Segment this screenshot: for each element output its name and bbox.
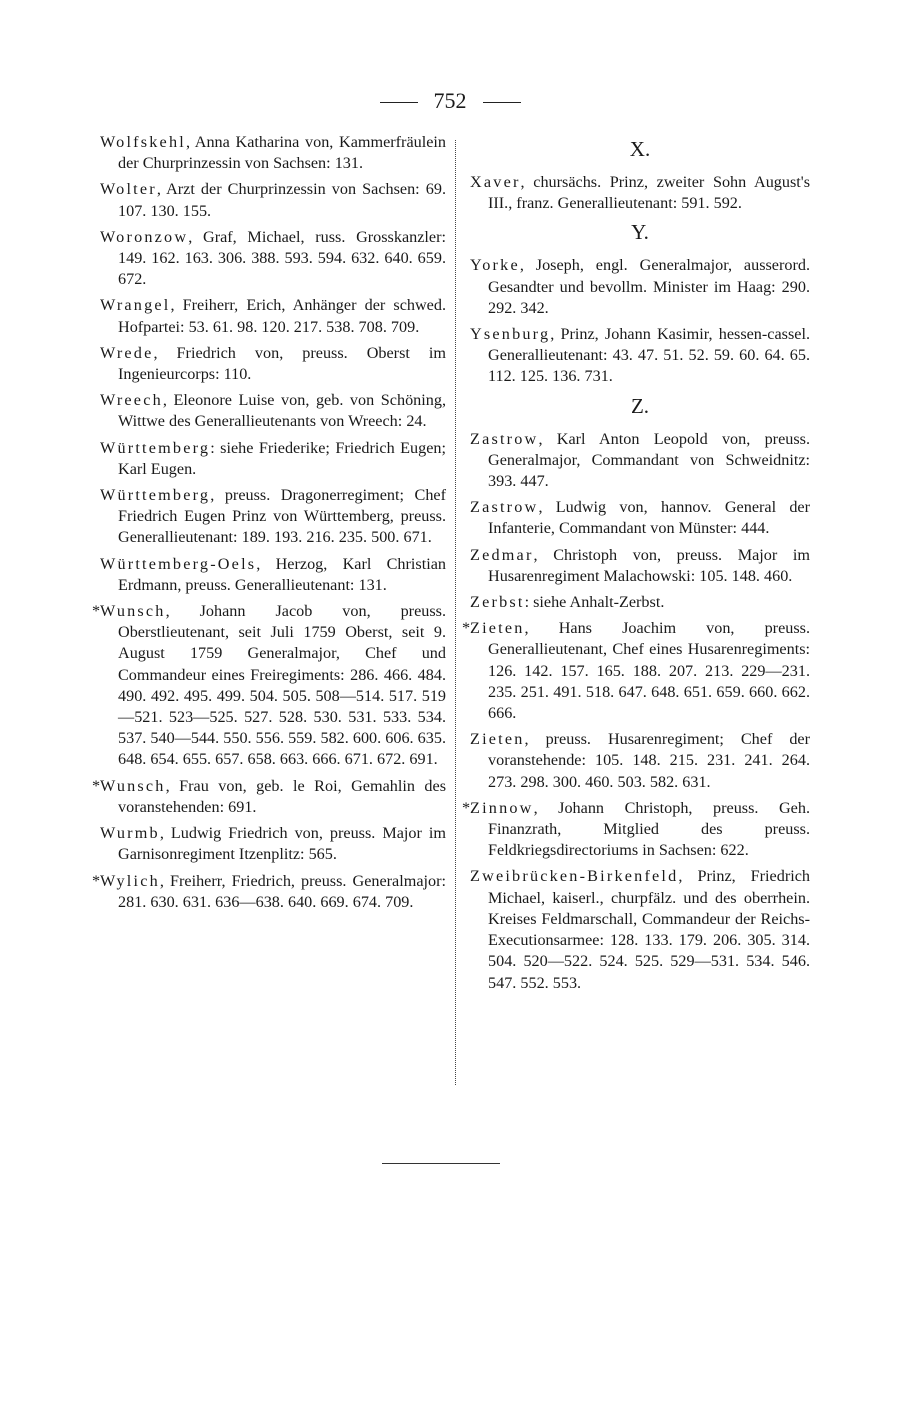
entry-marker: *	[462, 798, 471, 817]
entry-headword: Wunsch	[100, 776, 166, 795]
entry-text: : siehe Friederike; Friedrich Eugen; Karl Eugen.	[118, 438, 446, 478]
index-entry	[100, 227, 446, 291]
entry-text: , Christoph von, preuss. Major im Husarenregiment Malachowski: 105. 148. 460.	[488, 545, 810, 585]
page-header	[0, 88, 900, 114]
index-entry	[462, 798, 810, 862]
index-entry	[100, 438, 446, 480]
index-entry	[100, 485, 446, 549]
entry-text: , Herzog, Karl Christian Erdmann, preuss. Generallieutenant: 131.	[118, 554, 446, 594]
right-column	[462, 132, 810, 999]
entry-text: , Friedrich von, preuss. Oberst im Ingenieurcorps: 110.	[118, 343, 446, 384]
entry-text: , Ludwig von, hannov. General der Infanterie, Commandant von Münster: 444.	[488, 498, 810, 538]
entry-headword: Zinnow	[470, 798, 534, 817]
index-entry	[100, 823, 446, 865]
index-entry	[92, 776, 446, 818]
left-column	[92, 132, 446, 918]
entry-marker: *	[92, 871, 101, 890]
entry-text: , Freiherr, Erich, Anhänger der schwed. Hofpartei: 53. 61. 98. 120. 217. 538. 708. 709.	[118, 296, 446, 336]
entry-text: , Johann Jacob von, preuss. Oberstlieutenant, seit Juli 1759 Oberst, seit 9. August 1759 Generalmajor, Chef und Commandeur eines Freiregiments: 286. 466. 484. 490. 492. 495. 499. 504. 505. 508—514. 517. 519—521. 523—525. 527. 528. 530. 531. 533. 534. 537. 540—544. 550. 556. 559. 582. 600. 606. 635. 648. 654. 655. 657. 658. 663. 666. 671. 672. 691.	[118, 602, 446, 769]
entry-text: , Hans Joachim von, preuss. Generallieutenant, Chef eines Husarenregiments: 126. 142. 157. 165. 188. 207. 213. 229—231. 235. 251. 491. 518. 647. 648. 651. 659. 660. 662. 666.	[488, 619, 810, 723]
header-rule-left	[380, 102, 418, 103]
entry-text: , Karl Anton Leopold von, preuss. Generalmajor, Commandant von Schweidnitz: 393. 447.	[488, 429, 810, 491]
end-rule	[382, 1163, 500, 1164]
header-rule-right	[483, 102, 521, 103]
index-entry	[470, 729, 810, 793]
entry-headword: Wurmb	[100, 824, 160, 843]
index-entry	[470, 866, 810, 993]
entry-headword: Ysenburg	[470, 325, 551, 344]
index-entry	[92, 601, 446, 771]
section-letter-z: Z.	[630, 393, 650, 418]
entry-headword: Zweibrücken-Birkenfeld	[470, 867, 679, 886]
entry-text: , Prinz, Friedrich Michael, kaiserl., churpfälz. und des oberrhein. Kreises Feldmarschall, Commandeur der Reichs-Executionsarmee: 128. 133. 179. 206. 305. 314. 504. 520—522. 524. 525. 529—531. 534. 546. 547. 552. 553.	[488, 867, 810, 992]
entry-headword: Württemberg-Oels	[100, 554, 257, 573]
entry-headword: Woronzow	[100, 227, 189, 246]
entry-headword: Wrangel	[100, 296, 171, 315]
entry-text: , Prinz, Johann Kasimir, hessen-cassel. Generallieutenant: 43. 47. 51. 52. 59. 60. 64. 65. 112. 125. 136. 731.	[488, 325, 810, 386]
entry-headword: Zieten	[470, 730, 525, 749]
entry-text: , Ludwig Friedrich von, preuss. Major im Garnisonregiment Itzenplitz: 565.	[118, 824, 446, 864]
entry-headword: Zerbst	[470, 593, 525, 612]
entry-marker: *	[92, 776, 101, 795]
entry-headword: Zastrow	[470, 498, 539, 517]
section-letter-x: X.	[629, 137, 651, 161]
index-entry	[470, 255, 810, 319]
entry-text: : siehe Anhalt-Zerbst.	[524, 593, 665, 612]
entry-headword: Xaver	[470, 173, 521, 191]
entry-text: , Eleonore Luise von, geb. von Schöning, Wittwe des Generallieutenants von Wreech: 24.	[118, 391, 446, 431]
index-entry	[470, 545, 810, 587]
index-entry	[100, 179, 446, 221]
index-entry	[470, 497, 810, 539]
entry-headword: Wreech	[100, 391, 163, 410]
index-entry	[100, 554, 446, 596]
index-entry	[100, 295, 446, 337]
entry-text: , Joseph, engl. Generalmajor, ausserord. Gesandter und bevollm. Minister im Haag: 290. 292. 342.	[488, 256, 810, 317]
entry-headword: Württemberg	[100, 486, 211, 505]
entry-text: , preuss. Husarenregiment; Chef der voranstehende: 105. 148. 215. 231. 241. 264. 273. 298. 300. 460. 503. 582. 631.	[488, 730, 810, 791]
entry-headword: Zieten	[470, 619, 525, 638]
index-entry	[100, 343, 446, 385]
entry-headword: Yorke	[470, 256, 520, 275]
entry-headword: Zastrow	[470, 429, 539, 448]
index-entry	[470, 324, 810, 388]
entry-marker: *	[462, 619, 471, 638]
entry-headword: Wunsch	[100, 602, 166, 621]
index-entry	[470, 592, 810, 613]
index-entry	[100, 132, 446, 174]
entry-marker: *	[92, 602, 101, 621]
entry-headword: Württemberg	[100, 438, 211, 457]
index-entry	[470, 429, 810, 493]
entry-text: , Frau von, geb. le Roi, Gemahlin des voranstehenden: 691.	[118, 776, 446, 816]
column-divider	[455, 140, 456, 1085]
entry-text: , Johann Christoph, preuss. Geh. Finanzrath, Mitglied des preuss. Feldkriegsdirectoriums in Sachsen: 622.	[488, 798, 810, 860]
index-entry	[92, 871, 446, 913]
entry-text: , Graf, Michael, russ. Grosskanzler: 149. 162. 163. 306. 388. 593. 594. 632. 640. 659. 672.	[118, 227, 446, 289]
entry-text: , Freiherr, Friedrich, preuss. Generalmajor: 281. 630. 631. 636—638. 640. 669. 674. 709.	[118, 871, 446, 911]
entry-headword: Zedmar	[470, 545, 534, 564]
entry-text: , Arzt der Churprinzessin von Sachsen: 69. 107. 130. 155.	[118, 180, 446, 220]
entry-text: , Anna Katharina von, Kammerfräulein der Churprinzessin von Sachsen: 131.	[118, 133, 446, 173]
index-entry	[100, 390, 446, 432]
entry-text: , preuss. Dragonerregiment; Chef Friedrich Eugen Prinz von Württemberg, preuss. Generallieutenant: 189. 193. 216. 235. 500. 671.	[118, 486, 446, 547]
entry-headword: Wrede	[100, 343, 154, 362]
index-entry	[470, 172, 810, 214]
entry-headword: Wylich	[100, 871, 160, 890]
index-entry	[462, 618, 810, 724]
page-number: 752	[433, 88, 467, 113]
entry-headword: Wolter	[100, 180, 157, 199]
entry-text: , chursächs. Prinz, zweiter Sohn August's III., franz. Generallieutenant: 591. 592.	[488, 173, 810, 213]
section-letter-y: Y.	[631, 220, 649, 245]
entry-headword: Wolfskehl	[100, 133, 186, 151]
